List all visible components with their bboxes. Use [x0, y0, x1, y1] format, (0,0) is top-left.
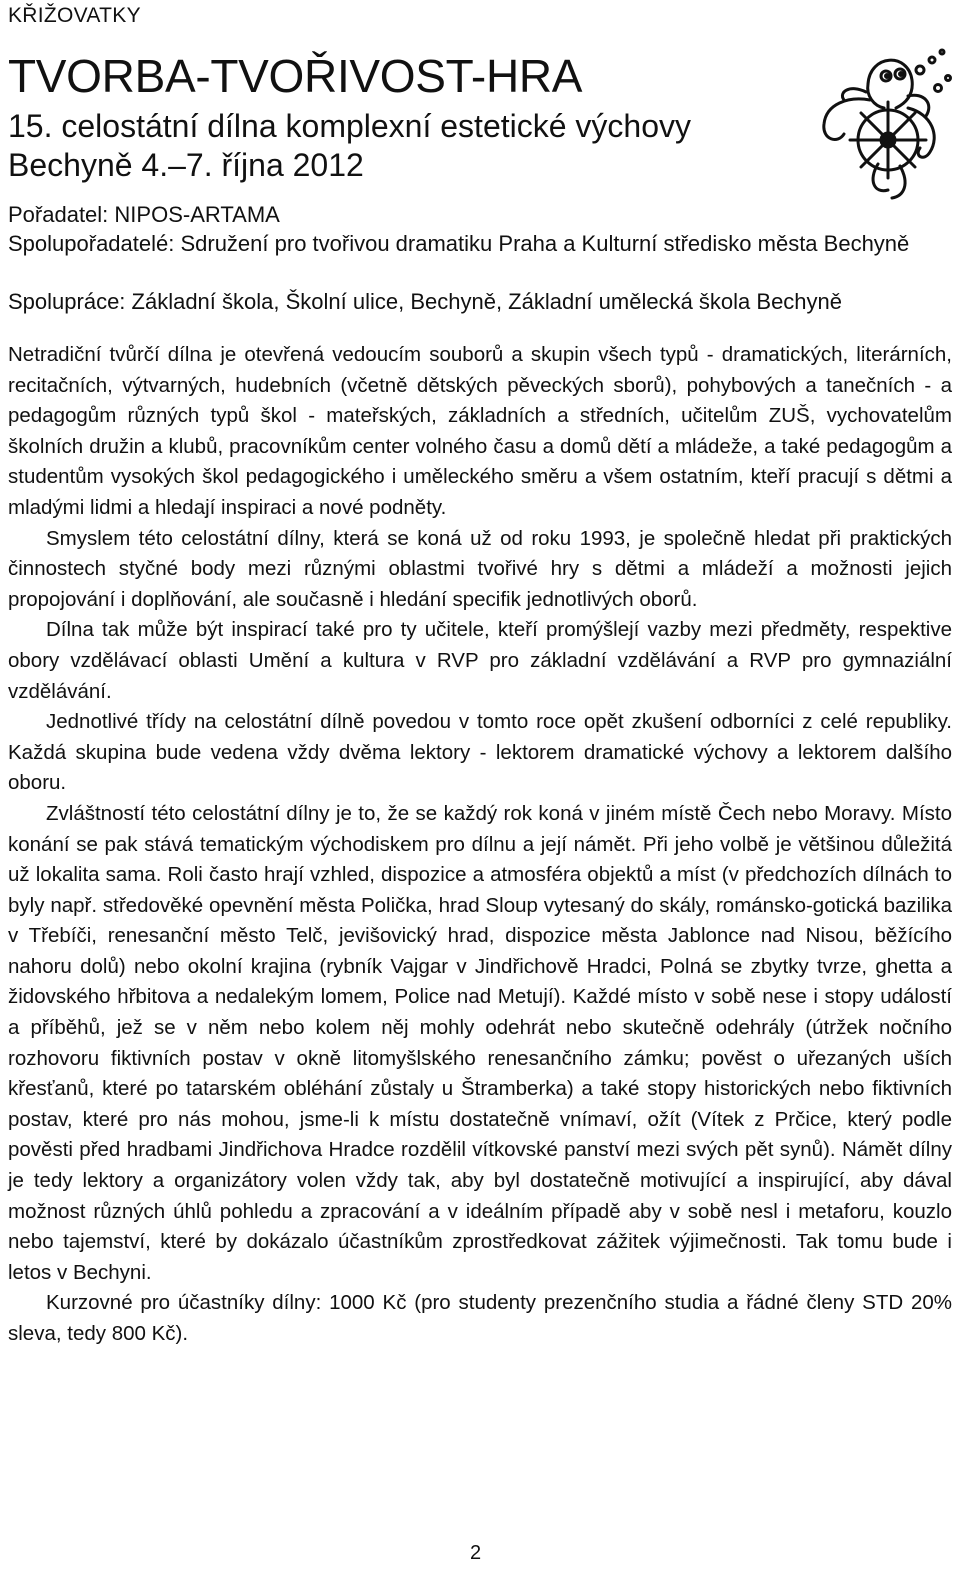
- subtitle-event: 15. celostátní dílna komplexní estetické výchovy: [8, 108, 692, 144]
- paragraph-intro: Netradiční tvůrčí dílna je otevřená vedoucím souborů a skupin všech typů - dramatických, literárních, recitačních, výtvarných, hudebních (včetně dětských pěveckých sborů), pohybových a tanečních - a pedagogům různých typů škol - mateřských, základních a středních, učitelům ZUŠ, vychovatelům školních družin a klubů, pracovníkům center volného času a domů dětí a mládeže, a také pedagogům a studentům vysokých škol pedagogického i uměleckého směru a všem ostatním, kteří pracují s dětmi a mladými lidmi a hledají inspiraci a nové podněty.: [8, 343, 952, 519]
- article-body: [8, 340, 952, 1350]
- paragraph-location: Zvláštností této celostátní dílny je to, že se každý rok koná v jiném místě Čech nebo Moravy. Místo konání se pak stává tematickým východiskem pro dílnu a její námět. Při jeho volbě je většinou důležitá už lokalita sama. Roli často hrají vzhled, dispozice a atmosféra objektů a míst (v předchozích dílnách to byly např. středověké opevnění města Polička, hrad Sloup vytesaný do skály, románsko-gotická bazilika v Třebíči, renesanční město Telč, jevišovický hrad, dispozice města Jablonce nad Nisou, běžícího nahoru dolů) nebo okolní krajina (rybník Vajgar v Jindřichově Hradci, Polná se zbytky tvrze, ghetta a židovského hřbitova a nedalekým lomem, Police nad Metují). Každé místo v sobě nese i stopy událostí a příběhů, jež se v něm nebo kolem něj mohly odehrát nebo skutečně odehrály (útržek nočního rozhovoru fiktivních postav v okně litomyšlského renesančního zámku; pověst o uřezaných uších křesťanů, které po tatarském obléhání zůstaly u Štramberka) a také stopy historických nebo fiktivních postav, které pro nás mohou, jsme-li k místu dostatečně vnímaví, ožít (Vítek z Prčice, který podle pověsti před hradbami Jindřichova Hradce rozdělil vítkovské panství mezi svých pět synů). Námět dílny je tedy lektory a organizátory volen vždy tak, aby byl dostatečně motivující a inspirující, aby dával možnost různých úhlů pohledu a zpracování a v ideálním případě aby v sobě nesl i metaforu, kouzlo nebo tajemství, které by dokázalo účastníkům zprostředkovat zážitek výjimečnosti. Tak tomu bude i letos v Bechyni.: [8, 801, 952, 1284]
- octopus-ship-wheel-icon: [808, 44, 956, 204]
- co-organizers-line: Spolupořadatelé: Sdružení pro tvořivou dramatiku Praha a Kulturní středisko města Bechyně: [8, 231, 910, 256]
- paragraph-purpose: Smyslem této celostátní dílny, která se koná už od roku 1993, je společně hledat při praktických činnostech styčné body mezi různými oblastmi tvořivé hry s dětmi a mládeží a možnosti jejich propojování i doplňování, ale současně i hledání specifik jednotlivých oborů.: [8, 526, 952, 611]
- page-title: TVORBA-TVOŘIVOST-HRA: [8, 50, 583, 102]
- organizer-line: Pořadatel: NIPOS-ARTAMA: [8, 202, 280, 227]
- subtitle-date: Bechyně 4.–7. října 2012: [8, 147, 364, 183]
- page-number: 2: [470, 1542, 482, 1564]
- paragraph-lecturers: Jednotlivé třídy na celostátní dílně povedou v tomto roce opět zkušení odborníci z celé republiky. Každá skupina bude vedena vždy dvěma lektory - lektorem dramatické výchovy a lektorem dalšího oboru.: [8, 710, 952, 795]
- cooperation-line: Spolupráce: Základní škola, Školní ulice, Bechyně, Základní umělecká škola Bechyně: [8, 289, 843, 314]
- paragraph-fee: Kurzovné pro účastníky dílny: 1000 Kč (pro studenty prezenčního studia a řádné členy STD 20% sleva, tedy 800 Kč).: [8, 1291, 952, 1345]
- section-label: KŘIŽOVATKY: [8, 4, 141, 27]
- paragraph-teachers: Dílna tak může být inspirací také pro ty učitele, kteří promýšlejí vazby mezi předměty, respektive obory vzdělávací oblasti Umění a kultura v RVP pro základní vzdělávání a RVP pro gymnaziální vzdělávání.: [8, 618, 952, 703]
